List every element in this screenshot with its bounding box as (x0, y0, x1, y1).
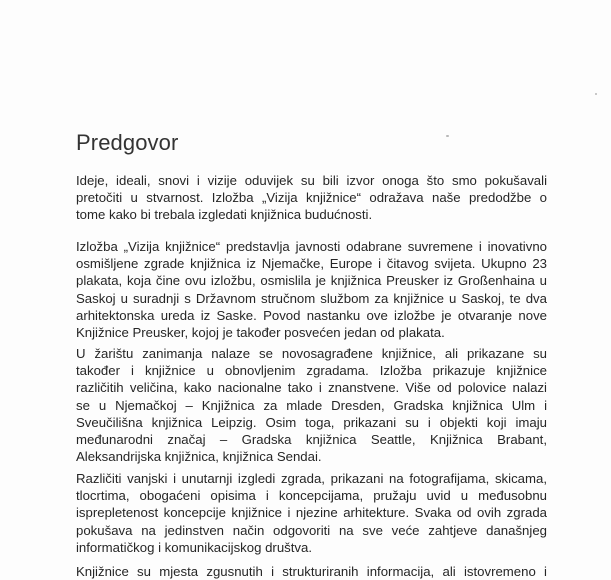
paragraph-2 (76, 238, 547, 341)
text-line: pokušava na jedinstven način odgovoriti na sve veće zahtjeve današnjeg (76, 522, 547, 538)
text-line: informatičkog i komunikacijskog društva. (76, 539, 313, 555)
text-line: međunarodni značaj – Gradska knjižnica Seattle, Knjižnica Brabant, (76, 432, 547, 448)
text-line: plakata, koja čine ovu izložbu, osmislila je knjižnica Preusker iz Großenhaina u (76, 273, 547, 289)
text-line: isprepletenost koncepcije knjižnice i njezine arhitekture. Svaka od ovih zgrada (76, 505, 547, 521)
text-line: Saskoj u suradnji s Državnom stručnom službom za knjižnice u Saskoj, te dva (76, 290, 547, 306)
scan-speck (595, 93, 597, 95)
paragraph-3 (76, 345, 547, 465)
text-line: pretočiti u stvarnost. Izložba „Vizija knjižnice“ odražava naše predodžbe o (76, 190, 547, 206)
text-line: Aleksandrijska knjižnica, knjižnica Sendai. (76, 449, 322, 465)
text-line: tlocrtima, obogaćeni opisima i koncepcijama, pružaju uvid u međusobnu (76, 488, 547, 504)
text-line: Sveučilišna knjižnica Leipzig. Osim toga, prikazani su i objekti koji imaju (76, 414, 547, 430)
text-line: U žarištu zanimanja nalaze se novosagrađene knjižnice, ali prikazane su (76, 346, 547, 361)
text-line: se u Njemačkoj – Knjižnica za mlade Dresden, Gradska knjižnica Ulm i (76, 397, 547, 413)
paragraph-4 (76, 470, 547, 556)
text-line: također i knjižnice u obnovljenim zgradama. Izložba prikazuje knjižnice (76, 363, 547, 379)
page-heading: Predgovor (76, 130, 179, 155)
text-line: Izložba „Vizija knjižnice“ predstavlja javnosti odabrane suvremene i inovativno (76, 239, 547, 254)
scan-speck (446, 135, 449, 137)
text-line: tome kako bi trebala izgledati knjižnica budućnosti. (76, 207, 373, 223)
paragraph-5 (76, 563, 547, 580)
text-line: različitih veličina, kako nacionalne tako i znanstvene. Više od polovice nalazi (76, 380, 547, 396)
text-line: osmišljene zgrade knjižnica iz Njemačke, Europe i čitavog svijeta. Ukupno 23 (76, 256, 547, 272)
paragraph-1 (76, 172, 547, 224)
text-line: Knjižnice su mjesta zgusnutih i strukturiranih informacija, ali istovremeno i (76, 564, 547, 579)
text-line: Ideje, ideali, snovi i vizije oduvijek su bili izvor onoga što smo pokušavali (76, 173, 547, 188)
text-line: arhitektonska ureda iz Saske. Povod nastanku ove izložbe je otvaranje nove (76, 307, 547, 323)
text-line: Različiti vanjski i unutarnji izgledi zgrada, prikazani na fotografijama, skicama, (76, 471, 547, 486)
text-line: Knjižnice Preusker, kojoj je također posvećen jedan od plakata. (76, 325, 445, 341)
